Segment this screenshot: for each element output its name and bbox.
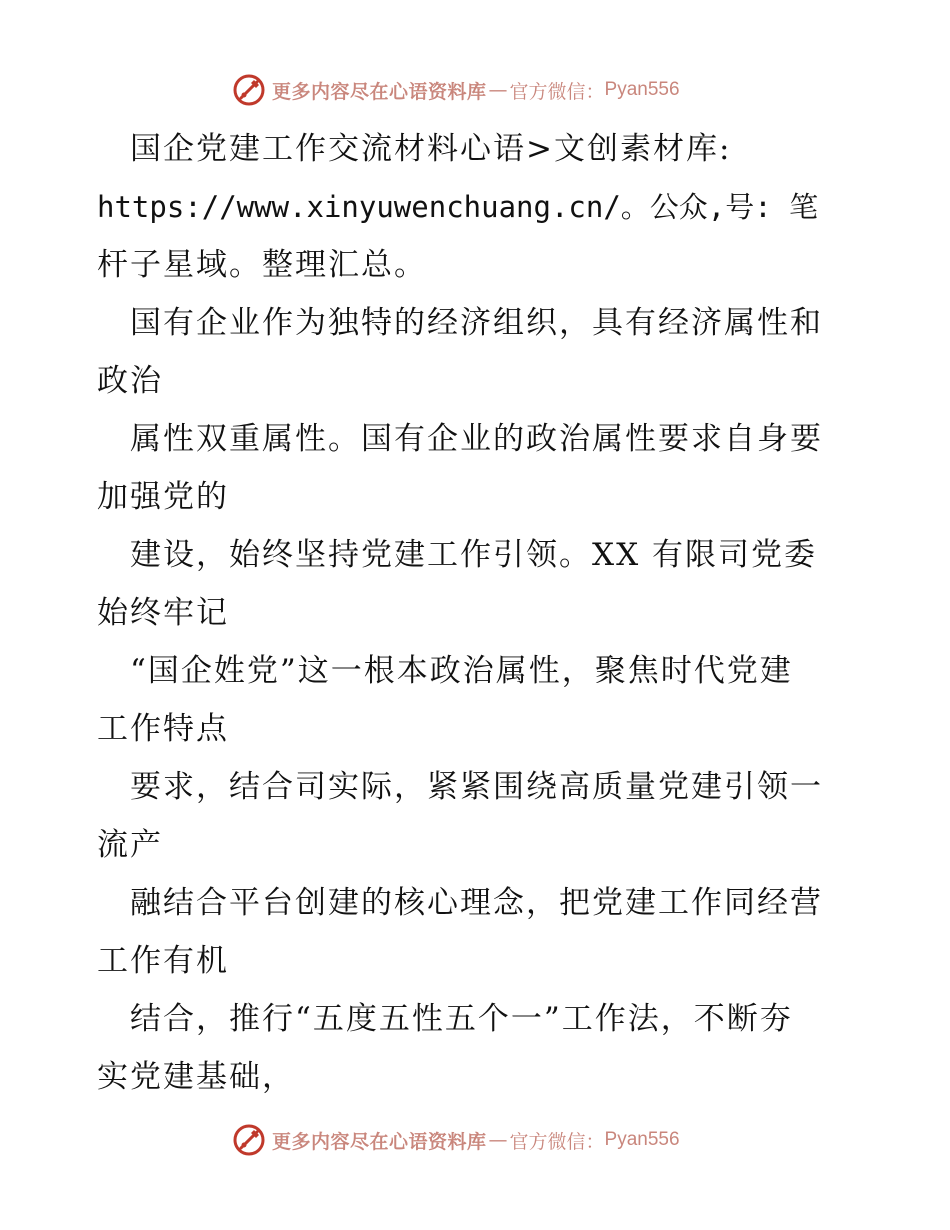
- body-line: 实党建基础，: [97, 1059, 295, 1095]
- body-line: 属性双重属性。国有企业的政治属性要求自身要: [97, 421, 823, 457]
- body-line: 要求，结合司实际，紧紧围绕高质量党建引领一: [97, 769, 823, 805]
- footer-wechat-id: Pyan556: [604, 1129, 680, 1150]
- body-line: 结合，推行“五度五性五个一”工作法，不断夯: [97, 1001, 793, 1037]
- body-line: 建设，始终坚持党建工作引领。XX 有限司党委: [97, 537, 817, 573]
- body-line: “国企姓党”这一根本政治属性，聚焦时代党建: [97, 653, 793, 689]
- pen-logo-icon: [232, 1123, 266, 1157]
- header-banner-separator: —: [488, 79, 508, 101]
- body-line: 流产: [97, 827, 163, 863]
- body-line: 工作有机: [97, 943, 229, 979]
- header-wechat-label: 官方微信：: [509, 80, 605, 103]
- body-line: 始终牢记: [97, 595, 229, 631]
- body-line: 加强党的: [97, 479, 229, 515]
- body-line: 国有企业作为独特的经济组织，具有经济属性和: [97, 305, 823, 341]
- footer-wechat-label: 官方微信：: [509, 1130, 605, 1153]
- body-line: 工作特点: [97, 711, 229, 747]
- body-line: 国企党建工作交流材料心语>文创素材库:: [97, 131, 732, 167]
- header-banner: [232, 70, 712, 110]
- body-line: 政治: [97, 363, 163, 399]
- footer-banner-separator: —: [488, 1129, 508, 1151]
- document-body: [97, 120, 857, 1106]
- footer-banner-text: 更多内容尽在心语资料库: [272, 1130, 487, 1153]
- body-line: 杆子星域。整理汇总。: [97, 247, 427, 283]
- body-line: 融结合平台创建的核心理念，把党建工作同经营: [97, 885, 823, 921]
- pen-logo-icon: [232, 73, 266, 107]
- footer-banner: [232, 1120, 712, 1160]
- header-wechat-id: Pyan556: [604, 79, 680, 100]
- header-banner-text: 更多内容尽在心语资料库: [272, 80, 487, 103]
- body-line-url: https://www.xinyuwenchuang.cn/。公众,号: 笔: [97, 190, 819, 224]
